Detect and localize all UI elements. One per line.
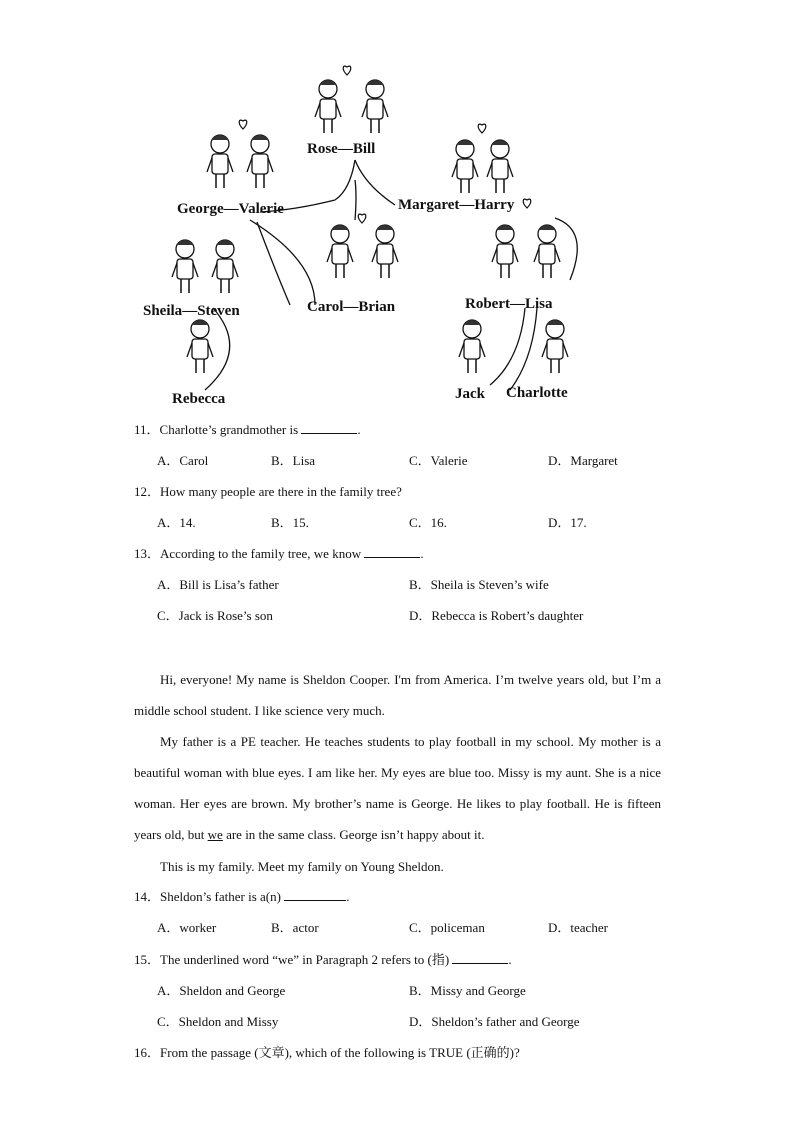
passage-paragraph-3: This is my family. Meet my family on Young Sheldon.: [160, 859, 444, 874]
svg-text:Carol—Brian: Carol—Brian: [307, 299, 396, 315]
question-15: 15．The underlined word “we” in Paragraph 2 refers to (指) .: [134, 952, 512, 967]
name-george: George: [177, 201, 224, 217]
svg-text:Rose—Bill: Rose—Bill: [307, 141, 376, 157]
passage-paragraph-2: My father is a PE teacher. He teaches students to play football in my school. My mother is a beautiful woman with blue eyes. I am like her. My eyes are blue too. Missy is my aunt. She is a nice woman. Her eyes are brown. My brother’s name is George. He likes to play football. He is fifteen years old, but we are in the same class. George isn’t happy about it.: [134, 734, 661, 842]
option-15b[interactable]: B．Missy and George: [409, 983, 526, 998]
option-11b[interactable]: B．Lisa: [271, 453, 316, 468]
option-11a[interactable]: A．Carol: [157, 453, 209, 468]
option-15c[interactable]: C．Sheldon and Missy: [157, 1014, 279, 1029]
name-valerie: Valerie: [238, 201, 284, 217]
option-15d[interactable]: D．Sheldon’s father and George: [409, 1014, 580, 1029]
option-14d[interactable]: D．teacher: [548, 920, 608, 935]
option-11d[interactable]: D．Margaret: [548, 453, 618, 468]
name-harry: Harry: [474, 197, 515, 213]
person-figures: [172, 66, 568, 373]
option-12c[interactable]: C．16.: [409, 515, 447, 530]
question-11: 11．Charlotte’s grandmother is .: [134, 422, 361, 437]
svg-text:Robert—Lisa: Robert—Lisa: [465, 296, 553, 312]
svg-text:Sheila—Steven: Sheila—Steven: [143, 303, 240, 319]
name-jack: Jack: [455, 386, 485, 402]
option-12d[interactable]: D．17.: [548, 515, 587, 530]
name-sheila: Sheila: [143, 303, 183, 319]
name-rebecca: Rebecca: [172, 391, 226, 407]
option-12a[interactable]: A．14.: [157, 515, 196, 530]
name-rose: Rose: [307, 141, 338, 157]
option-14c[interactable]: C．policeman: [409, 920, 485, 935]
option-11c[interactable]: C．Valerie: [409, 453, 468, 468]
name-margaret: Margaret: [398, 197, 460, 213]
option-14b[interactable]: B．actor: [271, 920, 319, 935]
name-bill: Bill: [352, 141, 376, 157]
name-brian: Brian: [358, 299, 396, 315]
name-charlotte: Charlotte: [506, 385, 568, 401]
svg-text:Margaret—Harry: Margaret—Harry: [398, 197, 515, 213]
option-13c[interactable]: C．Jack is Rose’s son: [157, 608, 273, 623]
option-13a[interactable]: A．Bill is Lisa’s father: [157, 577, 279, 592]
option-13b[interactable]: B．Sheila is Steven’s wife: [409, 577, 549, 592]
family-tree-illustration: [135, 60, 595, 410]
option-13d[interactable]: D．Rebecca is Robert’s daughter: [409, 608, 584, 623]
passage-paragraph-1: Hi, everyone! My name is Sheldon Cooper. I'm from America. I’m twelve years old, but I’m a middle school student. I like science very much.: [134, 672, 661, 718]
option-12b[interactable]: B．15.: [271, 515, 309, 530]
svg-text:George—Valerie: George—Valerie: [177, 201, 284, 217]
question-13: 13．According to the family tree, we know .: [134, 546, 424, 561]
question-16: 16．From the passage (文章), which of the following is TRUE (正确的)?: [134, 1045, 520, 1060]
option-14a[interactable]: A．worker: [157, 920, 217, 935]
name-steven: Steven: [197, 303, 240, 319]
option-15a[interactable]: A．Sheldon and George: [157, 983, 286, 998]
name-carol: Carol: [307, 299, 344, 315]
question-14: 14．Sheldon’s father is a(n) .: [134, 889, 350, 904]
underlined-we: we: [207, 827, 223, 842]
name-robert: Robert: [465, 296, 510, 312]
question-12: 12．How many people are there in the family tree?: [134, 484, 402, 499]
name-lisa: Lisa: [525, 296, 553, 312]
